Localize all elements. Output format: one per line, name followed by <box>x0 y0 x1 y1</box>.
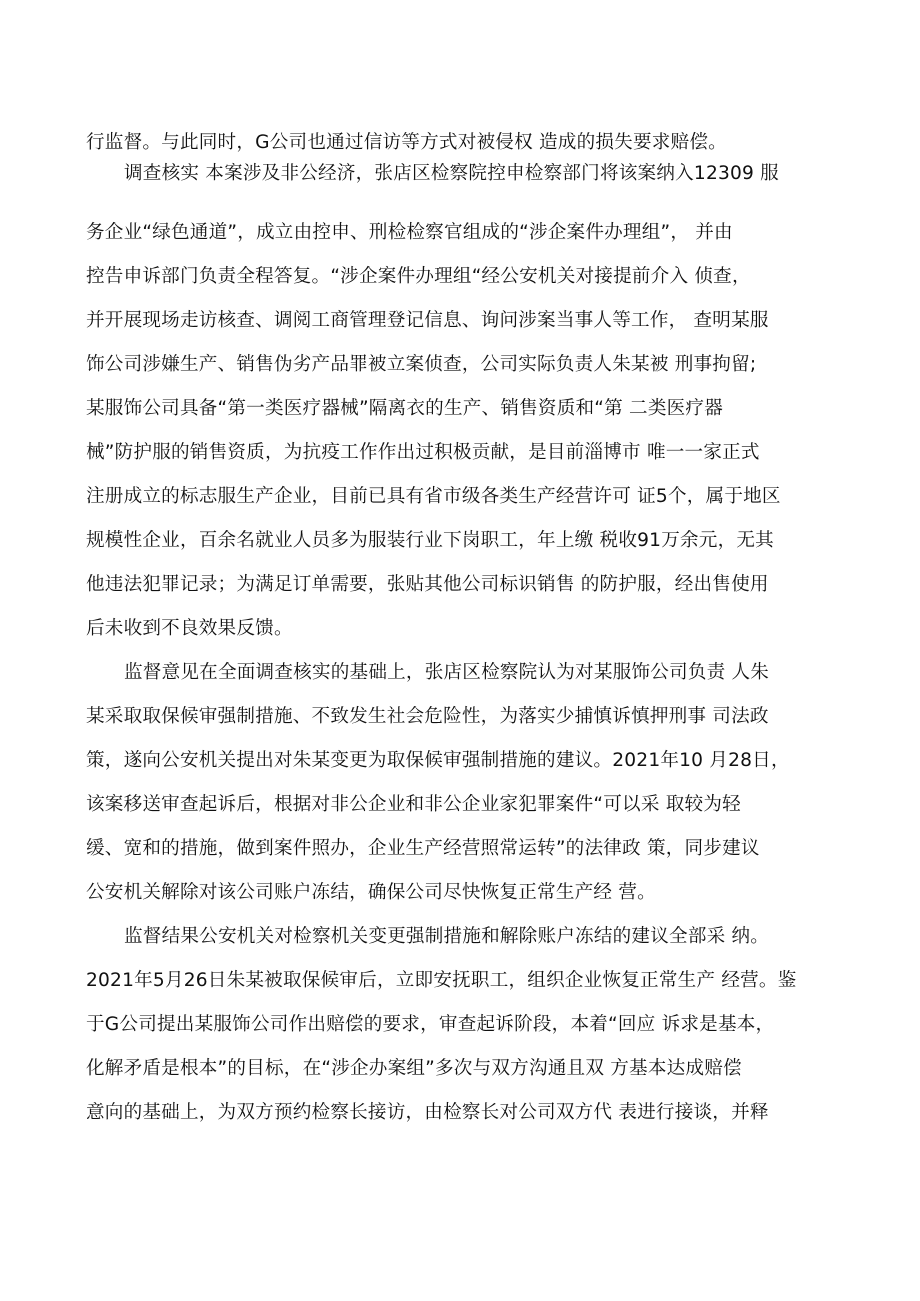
body-text-line: 并开展现场走访核查、调阅工商管理登记信息、询问涉案当事人等工作， 查明某服 <box>86 310 769 331</box>
body-text-line: 饰公司涉嫌生产、销售伪劣产品罪被立案侦查，公司实际负责人朱某被 刑事拘留; <box>86 354 757 375</box>
body-text-line: 策，遂向公安机关提出对朱某变更为取保候审强制措施的建议。2021年10 月28日， <box>86 750 790 771</box>
body-text-line: 意向的基础上，为双方预约检察长接访，由检察长对公司双方代 表进行接谈，并释 <box>86 1102 769 1123</box>
body-text-line: 某服饰公司具备“第一类医疗器械”隔离衣的生产、销售资质和“第 二类医疗器 <box>86 398 724 419</box>
body-text-line: 规模性企业，百余名就业人员多为服装行业下岗职工，年上缴 税收91万余元，无其 <box>86 530 774 551</box>
body-text-line: 公安机关解除对该公司账户冻结，确保公司尽快恢复正常生产经 营。 <box>86 882 656 903</box>
body-text-line: 2021年5月26日朱某被取保候审后，立即安抚职工，组织企业恢复正常生产 经营。鉴 <box>86 970 797 991</box>
body-text-line: 控告申诉部门负责全程答复。“涉企案件办理组“经公安机关对接提前介入 侦查， <box>86 266 751 287</box>
body-text-line: 行监督。与此同时，G公司也通过信访等方式对被侵权 造成的损失要求赔偿。 <box>86 132 727 153</box>
body-text-line: 械”防护服的销售资质，为抗疫工作作出过积极贡献，是目前淄博市 唯一一家正式 <box>86 442 760 463</box>
paragraph-investigation-start: 调查核实 本案涉及非公经济，张店区检察院控申检察部门将该案纳入12309 服 <box>124 163 779 184</box>
paragraph-supervision-result-start: 监督结果公安机关对检察机关变更强制措施和解除账户冻结的建议全部采 纳。 <box>124 926 770 947</box>
body-text-line: 某采取取保候审强制措施、不致发生社会危险性，为落实少捕慎诉慎押刑事 司法政 <box>86 706 769 727</box>
body-text-line: 缓、宽和的措施，做到案件照办，企业生产经营照常运转”的法律政 策，同步建议 <box>86 838 760 859</box>
body-text-line: 于G公司提出某服饰公司作出赔偿的要求，审查起诉阶段，本着“回应 诉求是基本， <box>86 1014 775 1035</box>
body-text-line: 务企业“绿色通道”，成立由控申、刑检检察官组成的“涉企案件办理组”， 并由 <box>86 222 733 243</box>
body-text-line: 后未收到不良效果反馈。 <box>86 618 293 639</box>
body-text-line: 该案移送审查起诉后，根据对非公企业和非公企业家犯罪案件“可以采 取较为轻 <box>86 794 741 815</box>
body-text-line: 注册成立的标志服生产企业，目前已具有省市级各类生产经营许可 证5个，属于地区 <box>86 486 781 507</box>
body-text-line: 化解矛盾是根本”的目标，在“涉企办案组”多次与双方沟通且双 方基本达成赔偿 <box>86 1058 742 1079</box>
body-text-line: 他违法犯罪记录；为满足订单需要，张贴其他公司标识销售 的防护服，经出售使用 <box>86 574 769 595</box>
paragraph-supervision-opinion-start: 监督意见在全面调查核实的基础上，张店区检察院认为对某服饰公司负责 人朱 <box>124 662 770 683</box>
